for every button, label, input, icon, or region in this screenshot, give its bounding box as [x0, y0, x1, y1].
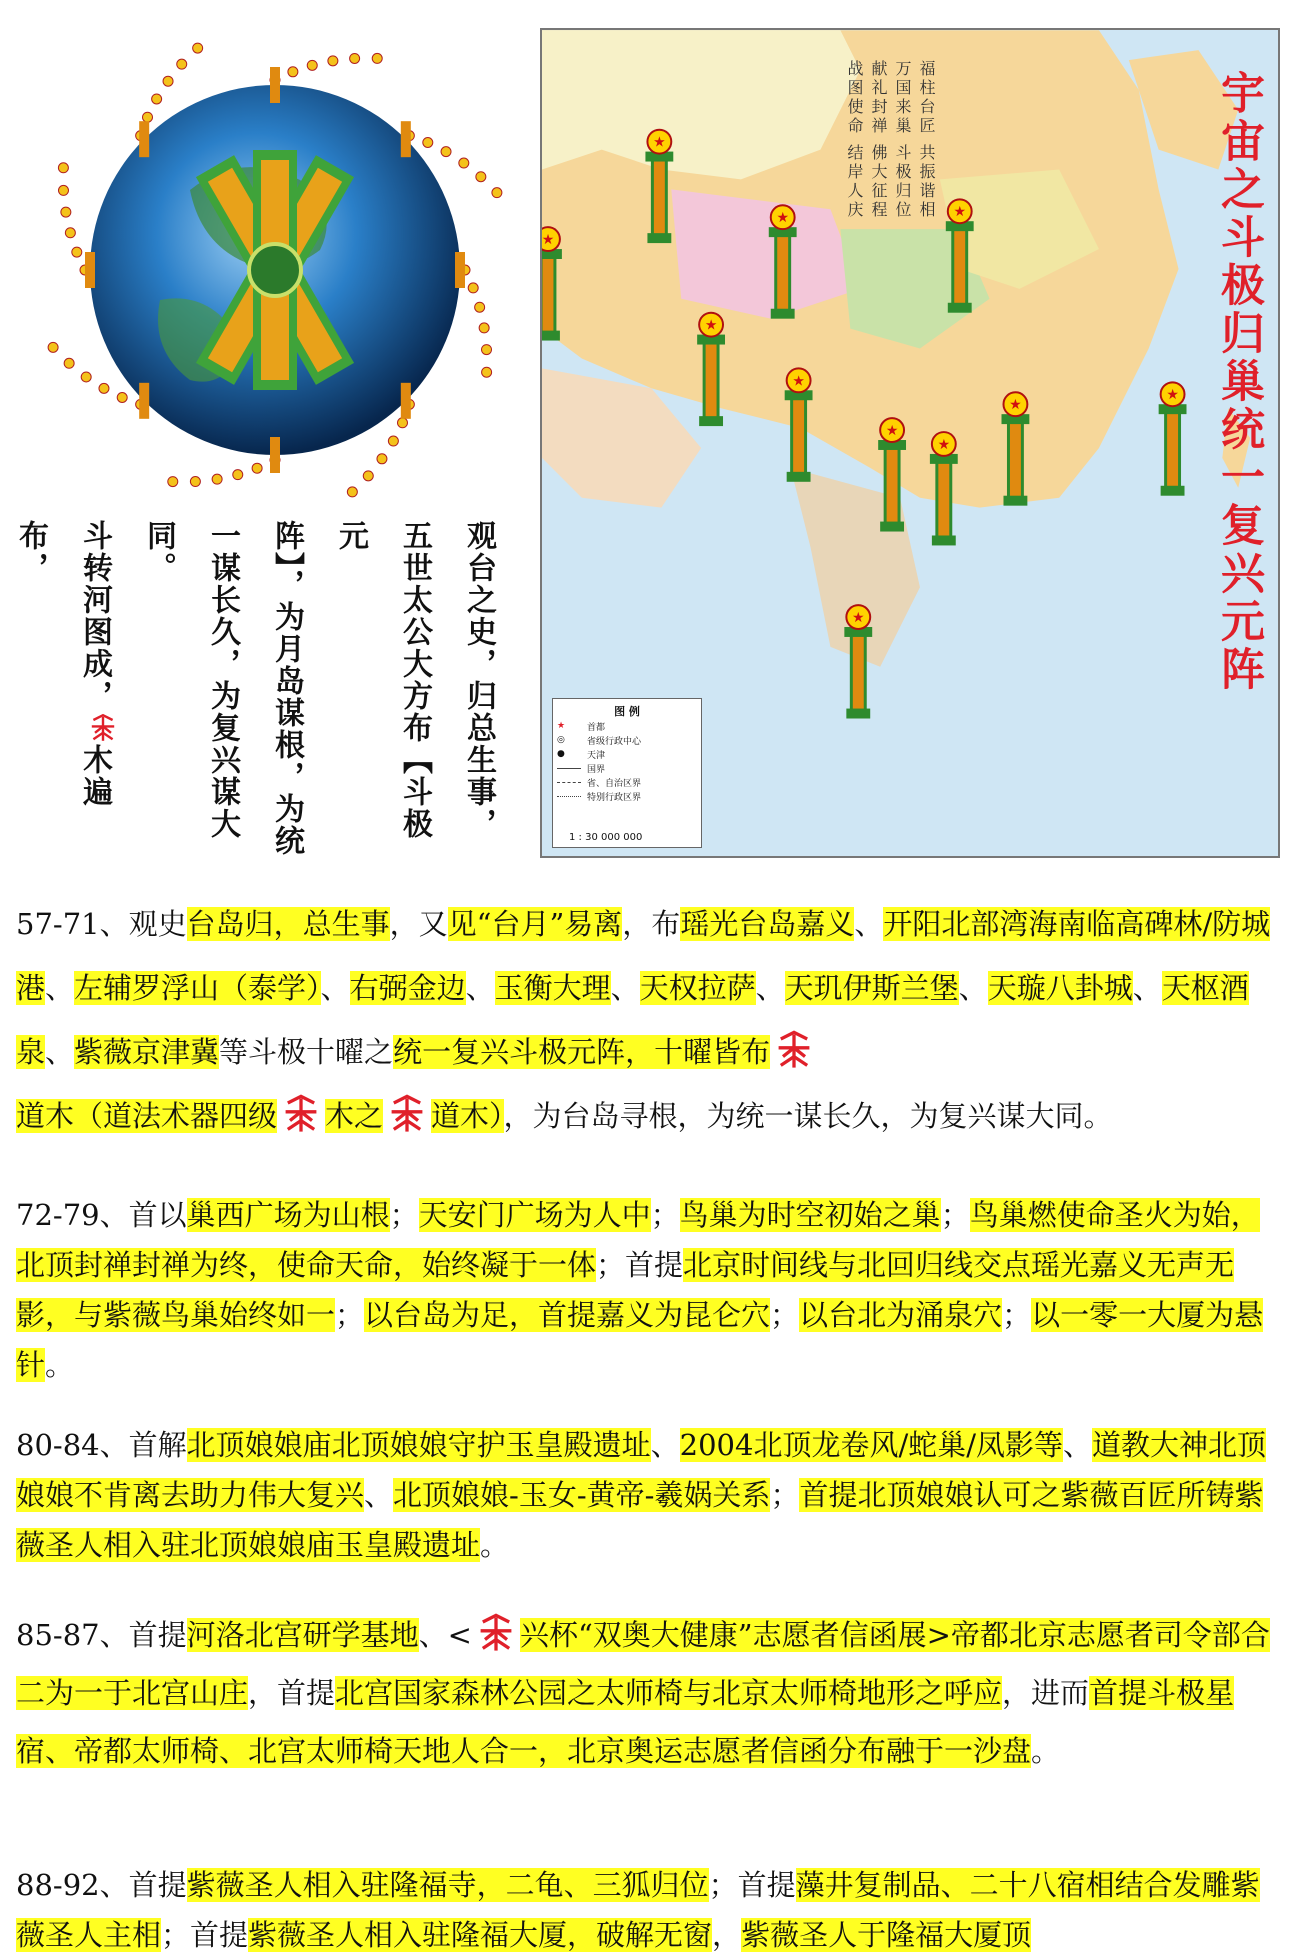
svg-text:★: ★: [852, 610, 865, 627]
map-legend: 图 例 ★ 首都 ◎ 省级行政中心 ● 天津 国界 省、自治区界 特别行政区界 1 : 30 000 000: [552, 698, 702, 848]
paragraph-57-71: 57-71、观史台岛归，总生事，又见“台月”易离，布瑶光台岛嘉义、开阳北部湾海南临高碑林/防城港、左辅罗浮山（泰学）、右弼金边、玉衡大理、天权拉萨、天玑伊斯兰堡、天璇八卦城、天枢酒泉、紫薇京津冀等斗极十曜之统一复兴斗极元阵，十曜皆布 道木（道法术器四级 木之 道木），为台岛寻根，为统一谋长久，为复兴谋大同。: [16, 892, 1278, 1148]
svg-text:★: ★: [792, 373, 805, 390]
motto-column: 福柱台匠 共振谐相: [917, 60, 936, 221]
map-title: 宇宙之斗极归巢统一复兴元阵: [1213, 70, 1264, 694]
orbit-dot: [212, 474, 222, 484]
motto-column: 献礼封禅 佛大征程: [869, 60, 888, 221]
poem-column: 五世太公大方布【斗极元: [333, 520, 432, 840]
svg-text:★: ★: [1166, 387, 1179, 404]
paragraph-88-92: 88-92、首提紫薇圣人相入驻隆福寺，二龟、三狐归位；首提藻井复制品、二十八宿相结合发雕紫薇圣人主相；首提紫薇圣人相入驻隆福大厦，破解无窗，紫薇圣人于隆福大厦顶: [16, 1868, 1260, 1952]
svg-text:★: ★: [704, 317, 718, 334]
orbit-dot: [475, 302, 485, 312]
orbit-pillar: [270, 437, 280, 473]
orbit-dot: [347, 487, 357, 497]
orbit-dot: [476, 172, 486, 182]
orbit-dot: [482, 367, 492, 377]
mu-seal-icon: [474, 1611, 518, 1655]
poem-column: 一谋长久，为复兴谋大同。: [141, 520, 240, 840]
poem-column: 观台之史，归总生事，: [461, 520, 496, 840]
orbit-pillar: [85, 252, 95, 288]
poem-column: 斗转河图成，木遍布，: [0, 520, 126, 860]
orbit-dot: [163, 76, 173, 86]
legend-item: 省级行政中心: [587, 736, 642, 747]
legend-item: 首都: [587, 722, 606, 733]
orbit-dot: [64, 358, 74, 368]
orbit-dot: [72, 247, 82, 257]
legend-item: 国界: [587, 764, 606, 775]
orbit-dot: [58, 185, 68, 195]
paragraph-72-79: 72-79、首以巢西广场为山根；天安门广场为人中；鸟巢为时空初始之巢；鸟巢燃使命圣火为始，北顶封禅封禅为终，使命天命，始终凝于一体；首提北京时间线与北回归线交点瑶光嘉义无声无影，与紫薇鸟巢始终如一；以台岛为足，首提嘉义为昆仑穴；以台北为涌泉穴；以一零一大厦为悬针。: [16, 1198, 1264, 1382]
orbit-dot: [468, 283, 478, 293]
orbit-dot: [482, 345, 492, 355]
motto-column: 战图使命 结岸人庆: [845, 60, 864, 221]
orbit-pillar: [401, 121, 411, 157]
orbit-dot: [58, 163, 68, 173]
orbit-dot: [350, 53, 360, 63]
china-map: [540, 28, 1280, 858]
orbit-dot: [190, 477, 200, 487]
orbit-dot: [48, 342, 58, 352]
vertical-poem: [13, 520, 510, 860]
legend-title: 图 例: [614, 705, 640, 718]
orbit-dot: [459, 158, 469, 168]
orbit-dot: [233, 470, 243, 480]
orbit-dot: [168, 477, 178, 487]
legend-item: 天津: [587, 750, 606, 761]
map-scale: 1 : 30 000 000: [569, 832, 643, 843]
orbit-dot: [441, 147, 451, 157]
orbit-dot: [152, 94, 162, 104]
orbit-dot: [423, 138, 433, 148]
mu-seal-icon: [87, 712, 119, 744]
svg-text:★: ★: [885, 423, 899, 440]
poem-column: 阵】，为月岛谋根，为统: [269, 520, 304, 857]
legend-item: 特别行政区界: [587, 792, 642, 803]
orbit-pillar: [401, 383, 411, 419]
orbit-dot: [65, 228, 75, 238]
orbit-dot: [492, 188, 502, 198]
svg-text:★: ★: [937, 436, 951, 453]
orbit-pillar: [455, 252, 465, 288]
svg-text:★: ★: [953, 204, 966, 221]
paragraph-80-84: 80-84、首解北顶娘娘庙北顶娘娘守护玉皇殿遗址、2004北顶龙卷风/蛇巢/凤影等、道教大神北顶娘娘不肯离去助力伟大复兴、北顶娘娘-玉女-黄帝-羲娲关系；首提北顶娘娘认可之紫薇百匠所铸紫薇圣人相入驻北顶娘娘庙玉皇殿遗址。: [16, 1428, 1267, 1562]
orbit-dot: [117, 392, 127, 402]
map-motto: [842, 60, 938, 260]
orbit-dot: [363, 471, 373, 481]
orbit-dot: [372, 53, 382, 63]
globe-illustration: [40, 40, 510, 510]
orbit-dot: [81, 372, 91, 382]
orbit-dot: [61, 207, 71, 217]
orbit-dot: [143, 112, 153, 122]
legend-item: 省、自治区界: [587, 778, 642, 789]
orbit-dot: [377, 454, 387, 464]
orbit-dot: [99, 383, 109, 393]
orbit-dot: [252, 463, 262, 473]
orbit-dot: [193, 43, 203, 53]
orbit-dot: [307, 60, 317, 70]
svg-text:★: ★: [776, 210, 789, 227]
mu-seal-icon: [772, 1028, 816, 1072]
svg-text:★: ★: [653, 134, 666, 151]
svg-text:★: ★: [1009, 397, 1022, 414]
orbit-pillar: [270, 67, 280, 103]
orbit-dot: [288, 67, 298, 77]
paragraph-85-87: 85-87、首提河洛北宫研学基地、< 兴杯“双奥大健康”志愿者信函展>帝都北京志愿者司令部合二为一于北宫山庄，首提北宫国家森林公园之太师椅与北京太师椅地形之呼应，进而首提斗极星宿、帝都太师椅、北宫太师椅天地人合一，北京奥运志愿者信函分布融于一沙盘。: [16, 1606, 1278, 1780]
mu-seal-icon: [385, 1092, 429, 1136]
orbit-dot: [328, 56, 338, 66]
orbit-dot: [397, 418, 407, 428]
orbit-dot: [388, 436, 398, 446]
mu-seal-icon: [279, 1092, 323, 1136]
orbit-pillar: [139, 383, 149, 419]
orbit-dot: [177, 59, 187, 69]
motto-column: 万国来巢 斗极归位: [893, 60, 912, 221]
orbit-pillar: [139, 121, 149, 157]
orbit-dot: [479, 323, 489, 333]
svg-text:★: ★: [542, 232, 555, 249]
globe-svg: [40, 40, 510, 510]
